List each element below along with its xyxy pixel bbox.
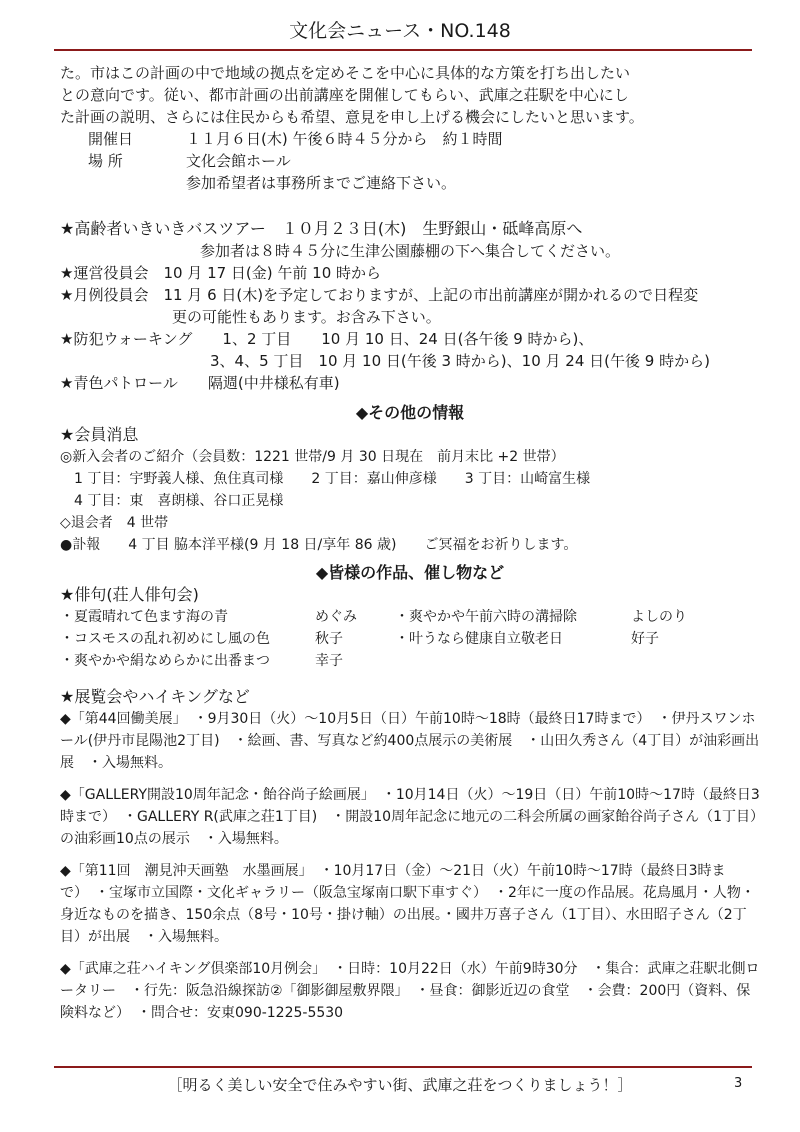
crime-walk-notice-2: 3、4、5 丁目 10 月 10 日(午後 3 時から)、10 月 24 日(午後 9 時から) — [210, 352, 710, 370]
monthly-notice-cont: 更の可能性もあります。お含み下さい。 — [172, 308, 441, 326]
haiku-heading: ★俳句(荘人俳句会) — [60, 585, 199, 604]
event-list — [60, 708, 760, 1024]
crime-walk-notice-1: ★防犯ウォーキング 1、2 丁目 10 月 10 日、24 日(各午後 9 時から)、 — [60, 330, 594, 348]
haiku-text: ・爽やかや絹なめらかに出番まつ — [60, 653, 270, 669]
haiku-author: 好子 — [631, 631, 659, 647]
event-note: 参加希望者は事務所までご連絡下さい。 — [186, 174, 457, 192]
blue-patrol-notice: ★青色パトロール 隔週(中井様私有車) — [60, 374, 340, 392]
withdrawn-members: ◇退会者 4 世帯 — [60, 515, 169, 531]
events-heading: ★展覧会やハイキングなど — [60, 687, 250, 706]
event-date-value: １１月６日(木) 午後６時４５分から 約１時間 — [186, 130, 503, 148]
main-content — [60, 62, 760, 1024]
haiku-author: 幸子 — [315, 653, 343, 669]
new-members-list-1: 1 丁目：宇野義人様、魚住真司様 2 丁目：嘉山伸彦様 3 丁目：山崎富生様 — [74, 471, 591, 487]
committee-notice: ★運営役員会 10 月 17 日(金) 午前 10 時から — [60, 264, 382, 282]
haiku-list — [60, 606, 760, 672]
intro-line-3: た計画の説明、さらには住民からも希望、意見を申し上げる機会にしたいと思います。 — [60, 108, 644, 126]
obituary: ●訃報 4 丁目 脇本洋平様(9 月 18 日/享年 86 歳) ご冥福をお祈りします。 — [60, 537, 578, 553]
event-item: ◆「武庫之荘ハイキング倶楽部10月例会」 ・日時：10月22日（水）午前9時30分 ・集合：武庫之荘駅北側ロータリー ・行先：阪急沿線探訪②「御影御屋敷界隈」 ・昼食：御影近辺の食堂 ・会費：200円（資料、保険料など） ・問合せ：安東090-1225-5530 — [60, 961, 760, 1021]
intro-line-2: との意向です。従い、都市計画の出前講座を開催してもらい、武庫之荘駅を中心にし — [60, 86, 629, 104]
other-info-title: ◆その他の情報 — [355, 403, 465, 422]
event-place-row — [60, 150, 760, 172]
bus-tour-note: 参加者は８時４５分に生津公園藤棚の下へ集合してください。 — [200, 242, 621, 260]
footer-slogan: ［明るく美しい安全で住みやすい街、武庫之荘をつくりましょう！］ — [167, 1076, 633, 1094]
event-place-label: 場 所 — [88, 152, 123, 170]
page-header-title: 文化会ニュース・NO.148 — [289, 20, 511, 42]
new-members-list-2: 4 丁目：東 喜朗様、谷口正晃様 — [74, 493, 284, 509]
event-place-value: 文化会館ホール — [186, 152, 291, 170]
works-title: ◆皆様の作品、催し物など — [315, 563, 505, 582]
event-item: ◆「GALLERY開設10周年記念・飴谷尚子絵画展」 ・10月14日（火）～19日（日）午前10時～17時（最終日3時まで） ・GALLERY R(武庫之荘1丁目) ・開設10周年記念に地元の二科会所属の画家飴谷尚子さん（1丁目）の油彩画10点の展示 ・入場無料。 — [60, 787, 760, 847]
footer-rule — [54, 1066, 752, 1068]
new-members-intro: ◎新入会者のご紹介（会員数：1221 世帯/9 月 30 日現在 前月末比 +2 世帯） — [60, 449, 565, 465]
event-date-label: 開催日 — [88, 130, 134, 148]
intro-line-1: た。市はこの計画の中で地域の拠点を定めそこを中心に具体的な方策を打ち出したい — [60, 64, 631, 82]
haiku-author: 秋子 — [315, 631, 343, 647]
event-date-row — [60, 128, 760, 150]
haiku-text: ・爽やかや午前六時の溝掃除 — [395, 609, 577, 625]
page-number: 3 — [734, 1076, 743, 1091]
haiku-text: ・コスモスの乱れ初めにし風の色 — [60, 631, 270, 647]
header-rule — [54, 49, 752, 51]
haiku-text: ・夏霞晴れて色ます海の青 — [60, 609, 228, 625]
haiku-author: めぐみ — [315, 609, 357, 625]
haiku-text: ・叶うなら健康自立敬老日 — [395, 631, 563, 647]
member-news-heading: ★会員消息 — [60, 425, 139, 444]
event-item: ◆「第44回働美展」 ・9月30日（火）～10月5日（日）午前10時～18時（最終日17時まで） ・伊丹スワンホール(伊丹市昆陽池2丁目) ・絵画、書、写真など約400点展示の美術展 ・山田久秀さん（4丁目）が油彩画出展 ・入場無料。 — [60, 711, 760, 771]
bus-tour-notice: ★高齢者いきいきバスツアー １０月２３日(木) 生野銀山・砥峰高原へ — [60, 219, 583, 238]
monthly-notice: ★月例役員会 11 月 6 日(木)を予定しておりますが、上記の市出前講座が開かれるので日程変 — [60, 286, 699, 304]
haiku-author: よしのり — [631, 609, 687, 625]
event-item: ◆「第11回 潮見沖天画塾 水墨画展」 ・10月17日（金）～21日（火）午前10時～17時（最終日3時まで） ・宝塚市立国際・文化ギャラリー（阪急宝塚南口駅下車すぐ） ・2年に一度の作品展。花鳥風月・人物・身近なものを描き、150余点（8号・10号・掛け軸）の出展。・國井万喜子さん（1丁目）、水田昭子さん（2丁目）が出展 ・入場無料。 — [60, 863, 755, 945]
